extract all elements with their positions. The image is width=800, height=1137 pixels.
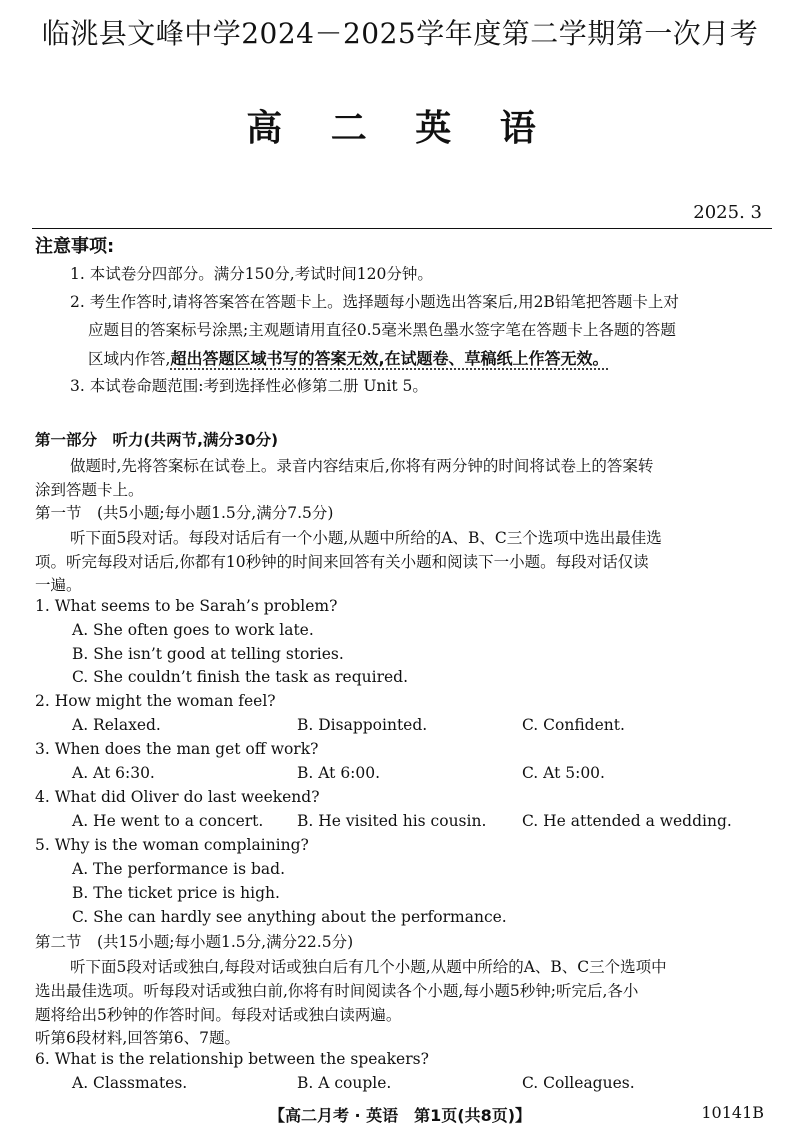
- section2-instructions-line-2: 选出最佳选项。听每段对话或独白前,你将有时间阅读各个小题,每小题5秒钟;听完后,各小: [35, 982, 639, 1000]
- question-4-stem: 4. What did Oliver do last weekend?: [35, 788, 320, 806]
- section1-instructions-line-1: 听下面5段对话。每段对话后有一个小题,从题中所给的A、B、C三个选项中选出最佳选: [70, 529, 662, 547]
- notice-item-3: 3. 本试卷命题范围:考到选择性必修第二册 Unit 5。: [70, 377, 428, 395]
- question-5-option-b: B. The ticket price is high.: [72, 884, 280, 902]
- paper-code: 10141B: [701, 1103, 764, 1122]
- section1-heading: 第一节 (共5小题;每小题1.5分,满分7.5分): [35, 504, 334, 522]
- notice-item-2-line-3: [88, 346, 609, 369]
- question-2-stem: 2. How might the woman feel?: [35, 692, 276, 710]
- notice-item-2-prefix: 区域内作答,: [88, 350, 171, 368]
- question-3-option-b: B. At 6:00.: [297, 764, 381, 782]
- question-4-option-a: A. He went to a concert.: [72, 812, 264, 830]
- question-3-option-c: C. At 5:00.: [522, 764, 605, 782]
- part1-intro-line-2: 涂到答题卡上。: [35, 481, 144, 499]
- header-divider: [32, 228, 772, 229]
- question-1-stem: 1. What seems to be Sarah’s problem?: [35, 597, 338, 615]
- question-6-stem: 6. What is the relationship between the speakers?: [35, 1050, 429, 1068]
- question-4-option-b: B. He visited his cousin.: [297, 812, 487, 830]
- section1-instructions-line-2: 项。听完每段对话后,你都有10秒钟的时间来回答有关小题和阅读下一小题。每段对话仅读: [35, 553, 649, 571]
- question-6-option-c: C. Colleagues.: [522, 1074, 635, 1092]
- notice-item-2-line-1: 2. 考生作答时,请将答案答在答题卡上。选择题每小题选出答案后,用2B铅笔把答题卡上对: [70, 293, 679, 311]
- notice-item-2-line-2: 应题目的答案标号涂黑;主观题请用直径0.5毫米黑色墨水签字笔在答题卡上各题的答题: [88, 321, 676, 339]
- question-6-option-a: A. Classmates.: [72, 1074, 188, 1092]
- question-3-option-a: A. At 6:30.: [72, 764, 155, 782]
- section2-instructions-line-3: 题将给出5秒钟的作答时间。每段对话或独白读两遍。: [35, 1006, 402, 1024]
- part1-heading: 第一部分 听力(共两节,满分30分): [35, 431, 279, 449]
- question-3-stem: 3. When does the man get off work?: [35, 740, 319, 758]
- section2-instructions-line-1: 听下面5段对话或独白,每段对话或独白后有几个小题,从题中所给的A、B、C三个选项中: [70, 958, 667, 976]
- question-4-option-c: C. He attended a wedding.: [522, 812, 732, 830]
- question-1-option-c: C. She couldn’t finish the task as required.: [72, 668, 408, 686]
- subject-title: 高 二 英 语: [246, 108, 554, 149]
- question-2-option-c: C. Confident.: [522, 716, 625, 734]
- question-2-option-b: B. Disappointed.: [297, 716, 428, 734]
- notice-heading: 注意事项:: [35, 236, 115, 257]
- school-title: 临洮县文峰中学2024－2025学年度第二学期第一次月考: [41, 17, 759, 50]
- question-5-option-a: A. The performance is bad.: [72, 860, 286, 878]
- exam-date: 2025. 3: [693, 202, 762, 223]
- question-1-option-b: B. She isn’t good at telling stories.: [72, 645, 344, 663]
- notice-item-2-emphasis: 超出答题区域书写的答案无效,在试题卷、草稿纸上作答无效。: [170, 349, 609, 368]
- question-1-option-a: A. She often goes to work late.: [72, 621, 314, 639]
- section1-instructions-line-3: 一遍。: [35, 576, 82, 594]
- question-2-option-a: A. Relaxed.: [72, 716, 161, 734]
- question-5-stem: 5. Why is the woman complaining?: [35, 836, 309, 854]
- section2-heading: 第二节 (共15小题;每小题1.5分,满分22.5分): [35, 933, 354, 951]
- material-6-instruction: 听第6段材料,回答第6、7题。: [35, 1029, 241, 1047]
- question-5-option-c: C. She can hardly see anything about the performance.: [72, 908, 507, 926]
- page-footer: 【高二月考 · 英语 第1页(共8页)】: [268, 1106, 532, 1125]
- notice-item-1: 1. 本试卷分四部分。满分150分,考试时间120分钟。: [70, 265, 433, 283]
- question-6-option-b: B. A couple.: [297, 1074, 392, 1092]
- part1-intro-line-1: 做题时,先将答案标在试卷上。录音内容结束后,你将有两分钟的时间将试卷上的答案转: [70, 457, 654, 475]
